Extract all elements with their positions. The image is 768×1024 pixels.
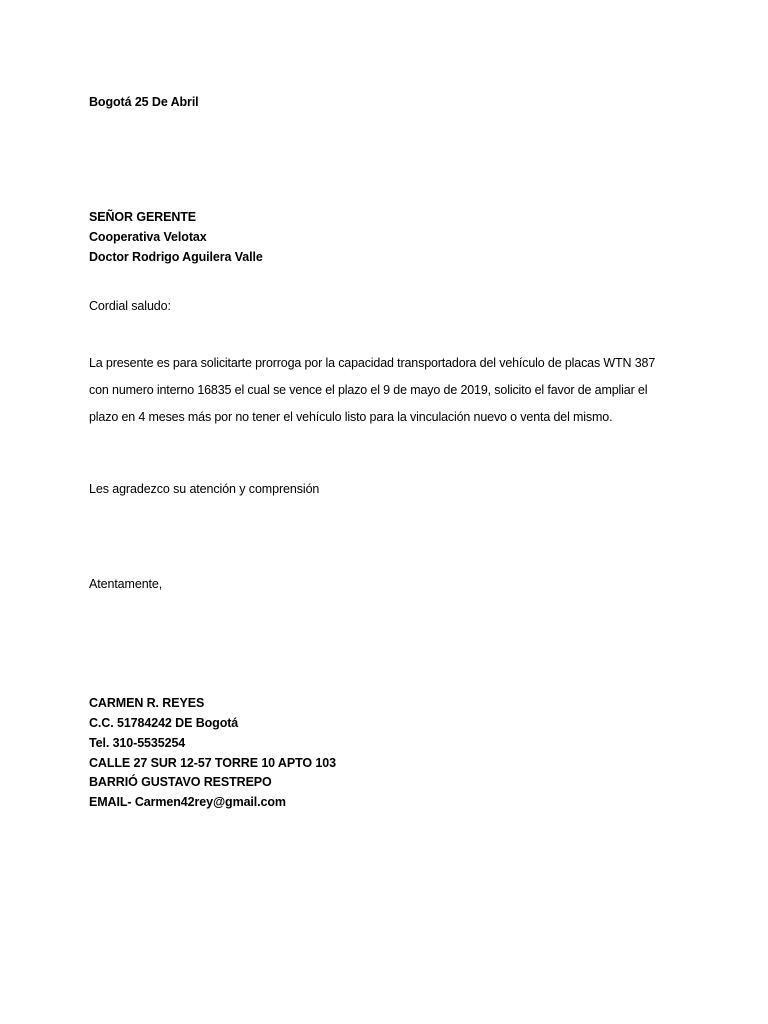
recipient-title: SEÑOR GERENTE xyxy=(89,210,197,224)
signature-email: EMAIL- Carmen42rey@gmail.com xyxy=(89,795,286,809)
signature-id: C.C. 51784242 DE Bogotá xyxy=(89,716,239,730)
signature-name: CARMEN R. REYES xyxy=(89,696,205,710)
closing-line: Atentamente, xyxy=(89,577,163,591)
body-line-3: plazo en 4 meses más por no tener el vehículo listo para la vinculación nuevo o venta del mismo. xyxy=(89,410,613,424)
signature-address: CALLE 27 SUR 12-57 TORRE 10 APTO 103 xyxy=(89,756,336,770)
body-line-1: La presente es para solicitarte prorroga por la capacidad transportadora del vehículo de placas WTN 387 xyxy=(89,356,656,370)
recipient-name: Doctor Rodrigo Aguilera Valle xyxy=(89,250,263,264)
recipient-company: Cooperativa Velotax xyxy=(89,230,207,244)
signature-phone: Tel. 310-5535254 xyxy=(89,736,186,750)
greeting: Cordial saludo: xyxy=(89,299,171,313)
letter-date: Bogotá 25 De Abril xyxy=(89,95,199,109)
signature-neighborhood: BARRIÓ GUSTAVO RESTREPO xyxy=(89,775,272,789)
thanks-line: Les agradezco su atención y comprensión xyxy=(89,482,320,496)
body-line-2: con numero interno 16835 el cual se vence el plazo el 9 de mayo de 2019, solicito el favor de ampliar el xyxy=(89,383,648,397)
